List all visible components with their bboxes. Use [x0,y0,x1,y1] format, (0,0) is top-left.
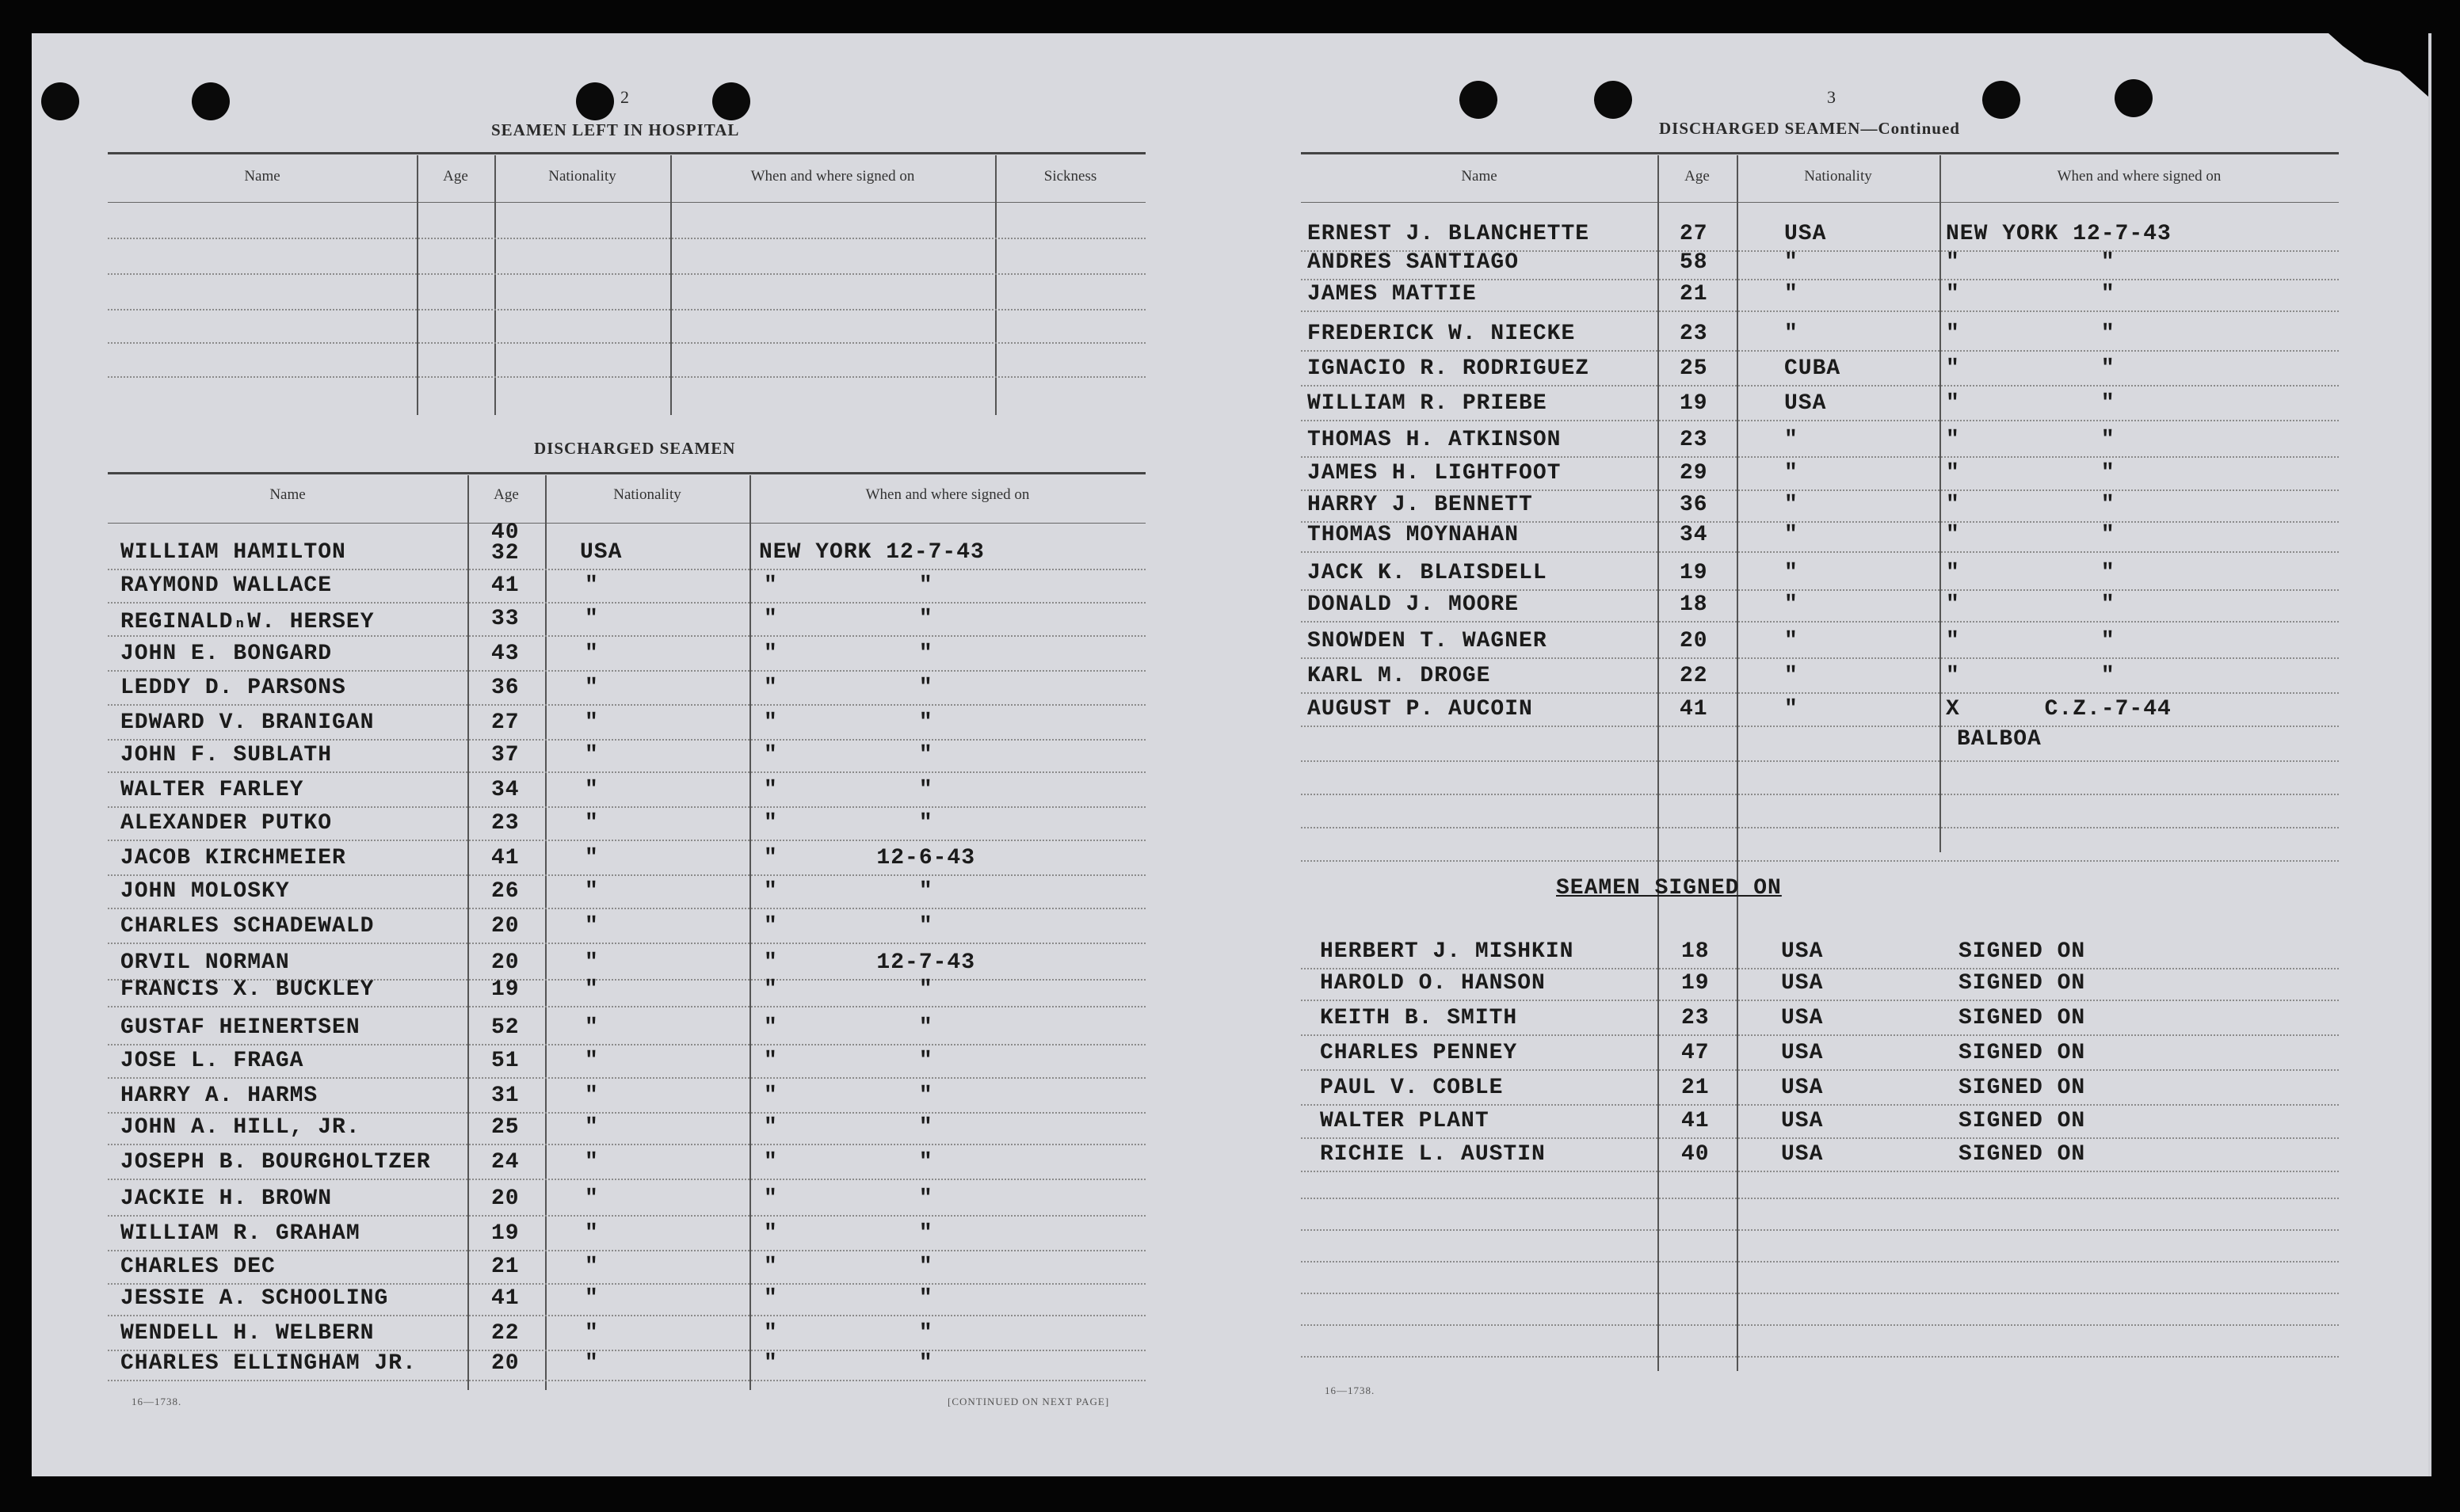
form-number-left: 16—1738. [132,1396,182,1407]
row-rule [108,771,1146,773]
row-age: 36 [1680,493,1708,517]
hospital-row-rule [108,238,1146,239]
row-name: JACOB KIRCHMEIER [120,846,346,870]
row-rule [1301,1069,2339,1071]
row-age: 47 [1681,1041,1710,1065]
row-name: JAMES MATTIE [1307,282,1477,307]
row-nationality: " [1784,322,1798,346]
row-signed-on: " " [764,642,933,666]
row-rule [1301,726,2339,727]
row-name: JOHN MOLOSKY [120,879,290,904]
row-nationality: " [1784,282,1798,307]
row-rule [1301,279,2339,280]
row-age: 52 [491,1015,520,1040]
row-signed-on: " 12-6-43 [764,846,976,870]
row-rule [108,1112,1146,1114]
row-rule [1301,621,2339,623]
row-signed-on: " " [764,1186,933,1211]
row-rule [108,1077,1146,1079]
row-nationality: " [585,1321,599,1346]
row-signed-on: " " [764,743,933,767]
discharged-header-rule [108,523,1146,524]
row-nationality: " [1784,523,1798,547]
row-age: 18 [1680,592,1708,617]
row-name: WILLIAM HAMILTON [120,540,346,565]
row-signed-on: " " [1946,629,2115,653]
row-signed-on: " " [764,1115,933,1140]
row-signed-on: " " [764,977,933,1002]
row-name: CHARLES DEC [120,1255,276,1279]
row-age: 21 [1681,1076,1710,1100]
row-signed-on: X C.Z.-7-44 [1946,697,2172,722]
form-number-right: 16—1738. [1325,1384,1375,1396]
hospital-row-rule [108,342,1146,344]
row-age: 19 [1680,561,1708,585]
row-age: 23 [1680,428,1708,452]
row-signed-on: " " [764,879,933,904]
row-name: RICHIE L. AUSTIN [1320,1142,1546,1167]
row-nationality: " [585,950,599,975]
row-name: LEDDY D. PARSONS [120,676,346,700]
empty-row-rule [1301,760,2339,762]
row-nationality: " [585,573,599,598]
row-nationality: USA [1781,1006,1824,1030]
row-name: KEITH B. SMITH [1320,1006,1518,1030]
row-rule [1301,968,2339,969]
row-rule [108,806,1146,808]
hospital-col-age: Age [443,168,468,185]
row-signed-on: " " [764,1351,933,1376]
empty-row-rule [1301,860,2339,862]
row-signed-on: " " [764,1255,933,1279]
row-rule [1301,1171,2339,1172]
row-age: 40 [1681,1142,1710,1167]
row-age: 41 [1681,1109,1710,1133]
hospital-header-rule [108,202,1146,203]
row-age: 21 [491,1255,520,1279]
empty-row-rule [1301,1198,2339,1199]
row-signed-on: " " [1946,523,2115,547]
row-rule [108,908,1146,909]
row-signed-on: " " [764,1286,933,1311]
row-rule [108,739,1146,741]
row-age: 20 [491,1186,520,1211]
row-signed-on: " " [764,914,933,939]
signed-on-section-title: SEAMEN SIGNED ON [1556,876,1782,901]
row-signed-on: NEW YORK 12-7-43 [1946,222,2172,246]
row-nationality: " [1784,664,1798,688]
row-nationality: " [585,710,599,735]
row-age: 25 [1680,356,1708,381]
row-age: 19 [1681,971,1710,996]
row-age: 20 [491,914,520,939]
row-age: 33 [491,607,520,631]
row-nationality: CUBA [1784,356,1841,381]
empty-row-rule [1301,1293,2339,1294]
row-rule [108,635,1146,637]
right-col-nationality: Nationality [1804,168,1872,185]
row-signed-on: " " [764,1015,933,1040]
row-name: JOSE L. FRAGA [120,1049,304,1073]
row-name: JOHN E. BONGARD [120,642,333,666]
row-name: PAUL V. COBLE [1320,1076,1504,1100]
hospital-row-rule [108,309,1146,310]
right-col-age: Age [1684,168,1710,185]
discharged-col-nationality: Nationality [613,486,681,503]
row-name: HAROLD O. HANSON [1320,971,1546,996]
row-nationality: " [585,1015,599,1040]
row-nationality: " [585,977,599,1002]
row-age: 34 [1680,523,1708,547]
right-col-divider [1657,155,1659,1371]
row-age: 20 [491,950,520,975]
row-rule [1301,1104,2339,1106]
continued-note: [CONTINUED ON NEXT PAGE] [948,1396,1110,1407]
row-nationality: " [585,1049,599,1073]
row-age: 27 [491,710,520,735]
row-age: 19 [491,977,520,1002]
row-name: GUSTAF HEINERTSEN [120,1015,360,1040]
row-nationality: " [1784,461,1798,486]
row-rule [1301,551,2339,553]
row-age: 31 [491,1084,520,1108]
row-nationality: USA [1784,391,1827,416]
row-signed-on: " " [764,573,933,598]
row-name: WENDELL H. WELBERN [120,1321,375,1346]
row-name: AUGUST P. AUCOIN [1307,697,1533,722]
row-nationality: USA [1784,222,1827,246]
discharged-col-divider [467,475,469,1390]
hospital-row-rule [108,273,1146,275]
row-nationality: " [585,914,599,939]
row-age: 40 32 [491,520,520,566]
empty-row-rule [1301,794,2339,795]
row-signed-on: " " [1946,461,2115,486]
row-name: JOSEPH B. BOURGHOLTZER [120,1150,431,1175]
row-signed-on: " " [1946,592,2115,617]
row-rule [1301,310,2339,312]
row-nationality: " [585,642,599,666]
discharged-col-divider [749,475,751,1390]
punch-hole [192,82,230,120]
row-rule [108,1215,1146,1217]
row-status: SIGNED ON [1958,1006,2086,1030]
row-rule [108,840,1146,841]
row-rule [1301,1137,2339,1139]
row-name: IGNACIO R. RODRIGUEZ [1307,356,1590,381]
aucoin-balboa: BALBOA [1957,727,2042,752]
row-signed-on: NEW YORK 12-7-43 [759,540,985,565]
row-nationality: " [585,1150,599,1175]
empty-row-rule [1301,1229,2339,1231]
row-name: WALTER FARLEY [120,778,304,802]
row-rule [1301,420,2339,421]
hospital-row-rule [108,376,1146,378]
right-col-divider [1737,155,1738,1371]
punch-hole [2115,79,2153,117]
row-signed-on: " " [1946,356,2115,381]
row-nationality: " [1784,493,1798,517]
row-age: 19 [491,1221,520,1246]
row-nationality: " [585,1351,599,1376]
row-age: 41 [491,573,520,598]
row-name: JOHN A. HILL, JR. [120,1115,360,1140]
row-name: ALEXANDER PUTKO [120,811,333,836]
row-nationality: " [585,1084,599,1108]
row-rule [108,1144,1146,1145]
discharged-table-top-rule [108,472,1146,474]
hospital-col-sickness: Sickness [1043,168,1097,185]
row-age: 26 [491,879,520,904]
page-number-right: 3 [1827,87,1836,107]
punch-hole [1594,81,1632,119]
row-name: THOMAS H. ATKINSON [1307,428,1562,452]
row-nationality: " [585,1255,599,1279]
row-name: WILLIAM R. GRAHAM [120,1221,360,1246]
discharged-col-name: Name [269,486,306,503]
row-rule [108,670,1146,672]
row-nationality: USA [1781,1142,1824,1167]
row-age: 41 [491,846,520,870]
row-nationality: USA [1781,1041,1824,1065]
discharged-col-divider [545,475,547,1390]
row-age: 43 [491,642,520,666]
discharged-section-title: DISCHARGED SEAMEN [534,439,736,458]
row-status: SIGNED ON [1958,971,2086,996]
row-age: 25 [491,1115,520,1140]
row-status: SIGNED ON [1958,1041,2086,1065]
row-signed-on: " " [1946,322,2115,346]
discharged-col-age: Age [494,486,519,503]
punch-hole [1459,81,1497,119]
row-nationality: " [585,1221,599,1246]
row-signed-on: " " [764,1321,933,1346]
row-name: CHARLES PENNEY [1320,1041,1518,1065]
row-nationality: " [585,1286,599,1311]
row-age: 20 [491,1351,520,1376]
row-rule [108,1283,1146,1285]
row-rule [108,602,1146,604]
right-col-divider [1939,155,1941,852]
row-nationality: USA [580,540,623,565]
empty-row-rule [1301,1356,2339,1358]
row-name: ERNEST J. BLANCHETTE [1307,222,1590,246]
row-age: 51 [491,1049,520,1073]
row-age: 19 [1680,391,1708,416]
discharged-continued-title: DISCHARGED SEAMEN—Continued [1659,119,1960,138]
row-signed-on: " " [764,710,933,735]
row-status: SIGNED ON [1958,939,2086,964]
row-nationality: " [1784,629,1798,653]
row-nationality: " [585,676,599,700]
row-name: CHARLES SCHADEWALD [120,914,375,939]
row-age: 34 [491,778,520,802]
row-nationality: " [585,846,599,870]
row-age: 20 [1680,629,1708,653]
row-age: 24 [491,1150,520,1175]
row-rule [1301,692,2339,694]
row-name: FRANCIS X. BUCKLEY [120,977,375,1002]
row-signed-on: " " [1946,391,2115,416]
discharged-col-signed-on: When and where signed on [865,486,1030,503]
row-rule [1301,456,2339,458]
row-nationality: USA [1781,939,1824,964]
row-nationality: USA [1781,1076,1824,1100]
row-signed-on: " " [764,607,933,631]
row-nationality: " [1784,561,1798,585]
row-nationality: " [585,778,599,802]
row-rule [108,874,1146,876]
row-age: 23 [1681,1006,1710,1030]
hospital-col-nationality: Nationality [548,168,616,185]
row-age: 22 [491,1321,520,1346]
row-rule [108,1315,1146,1316]
row-rule [108,1179,1146,1180]
row-name: JESSIE A. SCHOOLING [120,1286,389,1311]
row-nationality: USA [1781,971,1824,996]
row-rule [108,1006,1146,1007]
row-name: FREDERICK W. NIECKE [1307,322,1576,346]
page-number-left: 2 [620,87,629,107]
row-name: DONALD J. MOORE [1307,592,1520,617]
row-rule [1301,1034,2339,1036]
row-age: 23 [491,811,520,836]
row-name: WILLIAM R. PRIEBE [1307,391,1547,416]
row-rule [108,704,1146,706]
row-age: 36 [491,676,520,700]
row-age: 21 [1680,282,1708,307]
row-signed-on: " " [764,1150,933,1175]
row-signed-on: " " [1946,282,2115,307]
right-table-top-rule [1301,152,2339,154]
row-name: ORVIL NORMAN [120,950,290,975]
row-age: 18 [1681,939,1710,964]
row-status: SIGNED ON [1958,1076,2086,1100]
row-signed-on: " " [764,811,933,836]
right-col-signed-on: When and where signed on [2057,168,2222,185]
row-age: 23 [1680,322,1708,346]
hospital-table-top-rule [108,152,1146,154]
row-age: 27 [1680,222,1708,246]
row-name: REGINALDₙW. HERSEY [120,610,375,634]
right-col-name: Name [1461,168,1497,185]
row-nationality: USA [1781,1109,1824,1133]
row-age: 29 [1680,461,1708,486]
row-rule [108,943,1146,944]
empty-row-rule [1301,1324,2339,1326]
row-nationality: " [1784,697,1798,722]
row-signed-on: " " [764,1221,933,1246]
row-rule [108,1250,1146,1251]
row-name: THOMAS MOYNAHAN [1307,523,1520,547]
row-signed-on: " " [1946,493,2115,517]
row-name: EDWARD V. BRANIGAN [120,710,375,735]
row-nationality: " [585,811,599,836]
row-nationality: " [585,879,599,904]
row-nationality: " [1784,428,1798,452]
row-age: 41 [491,1286,520,1311]
row-name: JACK K. BLAISDELL [1307,561,1547,585]
punch-hole [712,82,750,120]
row-age: 58 [1680,250,1708,275]
empty-row-rule [1301,1261,2339,1263]
row-age: 41 [1680,697,1708,722]
row-rule [1301,1000,2339,1001]
row-signed-on: " 12-7-43 [764,950,976,975]
row-name: JAMES H. LIGHTFOOT [1307,461,1562,486]
row-signed-on: " " [1946,250,2115,275]
row-name: HERBERT J. MISHKIN [1320,939,1574,964]
row-signed-on: " " [764,676,933,700]
punch-hole [1982,81,2020,119]
row-signed-on: " " [764,778,933,802]
row-age: 37 [491,743,520,767]
row-name: RAYMOND WALLACE [120,573,333,598]
row-rule [108,1044,1146,1045]
row-name: HARRY J. BENNETT [1307,493,1533,517]
row-name: ANDRES SANTIAGO [1307,250,1520,275]
row-name: SNOWDEN T. WAGNER [1307,629,1547,653]
row-rule [1301,589,2339,591]
row-rule [1301,489,2339,491]
row-rule [108,1380,1146,1381]
row-age: 22 [1680,664,1708,688]
row-name: CHARLES ELLINGHAM JR. [120,1351,417,1376]
row-signed-on: " " [1946,664,2115,688]
row-nationality: " [585,607,599,631]
row-rule [1301,385,2339,387]
empty-row-rule [1301,827,2339,828]
row-signed-on: " " [1946,561,2115,585]
row-rule [108,569,1146,570]
punch-hole [41,82,79,120]
row-nationality: " [585,743,599,767]
right-header-rule [1301,202,2339,203]
hospital-section-title: SEAMEN LEFT IN HOSPITAL [491,120,740,139]
row-nationality: " [585,1186,599,1211]
row-rule [1301,657,2339,659]
punch-hole [576,82,614,120]
row-nationality: " [585,1115,599,1140]
row-name: JACKIE H. BROWN [120,1186,333,1211]
row-signed-on: " " [764,1049,933,1073]
row-nationality: " [1784,592,1798,617]
row-signed-on: " " [764,1084,933,1108]
row-name: HARRY A. HARMS [120,1084,318,1108]
row-nationality: " [1784,250,1798,275]
row-status: SIGNED ON [1958,1109,2086,1133]
row-status: SIGNED ON [1958,1142,2086,1167]
row-name: KARL M. DROGE [1307,664,1491,688]
row-signed-on: " " [1946,428,2115,452]
hospital-col-signed-on: When and where signed on [750,168,915,185]
row-name: WALTER PLANT [1320,1109,1489,1133]
row-rule [1301,350,2339,352]
row-name: JOHN F. SUBLATH [120,743,333,767]
hospital-col-name: Name [244,168,280,185]
